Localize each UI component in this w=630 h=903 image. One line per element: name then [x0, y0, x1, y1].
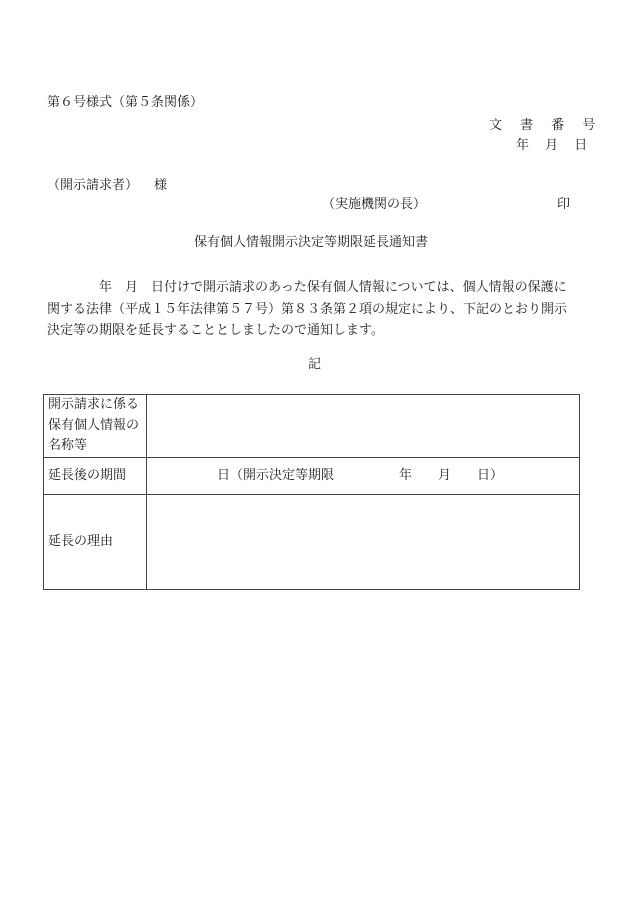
- notice-title: 保有個人情報開示決定等期限延長通知書: [194, 235, 429, 250]
- extension-reason-label: 延長の理由: [44, 494, 147, 589]
- extension-reason-value: [147, 494, 580, 589]
- document-number-label: 文 書 番 号: [489, 118, 603, 133]
- info-name-value: [147, 395, 580, 458]
- body-line-3: 決定等の期限を延長することとしましたので通知します。: [47, 323, 384, 338]
- table-row-extension-period: [44, 457, 580, 494]
- requester-label: （開示請求者）: [47, 178, 139, 193]
- document-date-label: 年 月 日: [516, 138, 594, 153]
- seal-mark: 印: [557, 197, 571, 212]
- extension-period-value: 日（開示決定等期限 年 月 日）: [147, 457, 580, 494]
- ki-heading: 記: [308, 357, 322, 372]
- extension-period-label: 延長後の期間: [44, 457, 147, 494]
- agency-head-label: （実施機関の長）: [322, 197, 427, 212]
- info-name-label: 開示請求に係る 保有個人情報の 名称等: [44, 395, 147, 458]
- detail-table: [43, 394, 580, 590]
- requester-honorific: 様: [154, 178, 168, 193]
- table-row-info-name: [44, 395, 580, 458]
- table-row-extension-reason: [44, 494, 580, 589]
- body-line-1: 年 月 日付けで開示請求のあった保有個人情報については、個人情報の保護に: [99, 280, 567, 295]
- body-paragraph: [47, 277, 584, 342]
- form-number: 第６号様式（第５条関係）: [47, 95, 204, 110]
- body-line-2: 関する法律（平成１５年法律第５７号）第８３条第２項の規定により、下記のとおり開示: [47, 301, 568, 317]
